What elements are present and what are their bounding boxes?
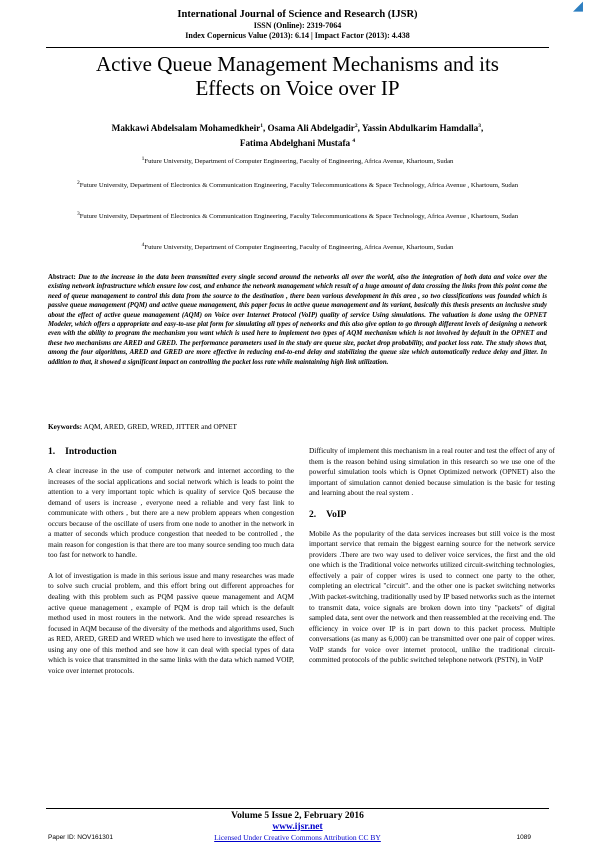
author-sup: 4 [352, 138, 356, 145]
journal-header [0, 9, 595, 41]
affiliation-4 [50, 240, 545, 253]
affiliation-text: Future University, Department of Computer Engineering, Faculty of Engineering, Africa Avenue, Khartoum, Sudan [144, 158, 454, 166]
paragraph: Difficulty of implement this mechanism in a real router and test the effect of any of them is the reason behind using simulation in this research so we use one of the powerful simulation tools which is Opnet Optimized network (OPNET) also the important of simulation cannot denied because simulation is the basic for testing and learning about the real system . [309, 446, 555, 498]
affiliation-text: Future University, Department of Computer Engineering, Faculty of Engineering, Africa Avenue, Khartoum, Sudan [144, 244, 454, 252]
page-number: 1089 [516, 834, 531, 841]
author-name: Makkawi Abdelsalam Mohamedkheir [111, 123, 261, 134]
author-name: Osama Ali Abdelgadir [267, 123, 355, 134]
paragraph: Mobile As the popularity of the data services increases but still voice is the most important service that remain the biggest earning source for the network service providers .There are two way used to deliver voice services, the first and the old one which is the Traditional voice networks utilized circuit-switching technologies, effectively a pair of copper wires is used to connect one party to the other, completing an electrical "circuit". and the other one is packet switching networks ,With packet-switching, traditionally used by IP based networks such as the internet to transmit data, voice signals are broken down into tiny "packets" of digital sampled data, sent over the network and then reassembled at the receiving end. The efficiency in voice over IP is in part down to this packet process. Multiple conversations (as many as 6,000) can be transmitted over one pair of copper wires. VoIP stands for voice over internet protocol, unlike the traditional circuit-committed protocols of the public switched telephone network (PSTN), in VoIP [309, 528, 556, 665]
footer-volume: Volume 5 Issue 2, February 2016 [231, 811, 364, 821]
keywords [48, 422, 237, 431]
author-list: Makkawi Abdelsalam Mohamedkheir$^1$, Osama Ali Abdelgadir$^2$, Yassin Abdulkarim Hamdalla$^3$, Fatima Abdelghani Mustafa $^4$ [111, 123, 484, 149]
abstract-text: Due to the increase in the data been transmitted every single second around the networks all over the world, also the integration of both data and voice over the existing network infrastructure which ensure low cost, and enhance the network management which result of a huge amount of data crossing the links from this point come the need of queue management to control this data from the source to the destination , there been various development in this area , so two classifications was founded which is passive queue management (PQM) and active queue management, this paper focus in active queue management and its variant, basically this thesis presents an inclusive study about the effect of active queue management (AQM) on Voice over Internet Protocol (VoIP) quality of service Using simulations. The valuation is done using the OPNET Modeler, which offers a appropriate and easy-to-use plat form for simulating all types of networks and this also give option to go through different levels of designing a network even with the ability to program the mechanism you want which is used here to implement two types of AQM mechanism which is not involved by default in the OPNET and these two mechanisms are ARED and GRED. The performance parameters used in the study are queue size, packet drop probability, and packet loss rate. The study shows that, among the four algorithms, ARED and GRED are more effective in reducing end-to-end delay and stabilizing the queue size which automatically reduce delay and jitter. In addition to that, it showed a significant impact on controlling the packet loss rate while maintaining high link utilization. [48, 274, 547, 366]
affiliation-sup: 1 [141, 156, 145, 162]
affiliation-sup: 3 [76, 211, 80, 217]
paper-id: Paper ID: NOV161301 [48, 834, 114, 841]
affiliation-3 [50, 209, 545, 222]
corner-ribbon-icon: ◢ [573, 0, 583, 13]
paragraph: A lot of investigation is made in this serious issue and many researches was made to solve such crucial problem, and this effort bring out different approaches for dealing with this problem such as PQM passive queue management and AQM active queue management , example of PQM is drop tail which is the default method used in most routers in the network. And the wide spread researches is focused in AQM because of the diversity of the methods and algorithms used, Such as RED, ARED, GRED and WRED which we used here to investigate the effect of using any one of this method and see how it can deal with special types of data which is voice that transmitted in the same links with the data which named VOIP, voice over internet protocols. [48, 570, 294, 675]
section-title: VoIP [326, 509, 347, 520]
keywords-label: Keywords: [48, 422, 83, 431]
journal-index: Index Copernicus Value (2013): 6.14 | Impact Factor (2013): 4.438 [185, 31, 410, 40]
section-heading-introduction [48, 446, 294, 458]
author-sup: 1 [260, 123, 263, 129]
affiliation-sup: 2 [76, 180, 80, 186]
affiliation-text: Future University, Department of Electronics & Communication Engineering, Faculty Telecommunications & Space Technology, Africa Avenue , Khartoum, Sudan [79, 182, 519, 190]
abstract [48, 273, 547, 367]
footer-site-link[interactable]: www.ijsr.net [272, 822, 323, 832]
author-name: Yassin Abdulkarim Hamdalla [361, 123, 479, 134]
keywords-text: AQM, ARED, GRED, WRED, JITTER and OPNET [83, 422, 237, 431]
paragraph: A clear increase in the use of computer network and internet according to the increases of the social applications and social network which is leads to point the attention to a very important topic which is quality of service QoS because the demand of users is increase , everyone need a reliable and very fast link to communicate with others , but there are a new problem appears when congestion occurs because of the oscillate of users from one node to another in the network in a matter of seconds which produce congestion that needed to be controlled , the main reason for congestion is that there are too many source sending too much data too fast for network to handle. [48, 466, 294, 560]
abstract-label: Abstract: [48, 274, 76, 281]
title-line-1: Active Queue Management Mechanisms and its [96, 52, 499, 76]
footer-divider [46, 808, 549, 809]
author-sup: 3 [478, 123, 482, 129]
paper-title [40, 52, 555, 100]
affiliation-sup: 4 [141, 242, 145, 248]
author-sup: 2 [354, 123, 358, 129]
left-column [48, 446, 294, 686]
footer-license-link[interactable]: Licensed Under Creative Commons Attribution CC BY [214, 833, 381, 842]
journal-issn: ISSN (Online): 2319-7064 [253, 21, 342, 30]
journal-name: International Journal of Science and Research (IJSR) [177, 9, 418, 20]
header-divider [46, 47, 549, 48]
author-name: Fatima Abdelghani Mustafa [239, 138, 351, 149]
section-number: 1. [48, 447, 56, 457]
section-heading-voip [309, 509, 555, 521]
section-number: 2. [309, 509, 317, 520]
affiliation-text: Future University, Department of Electronics & Communication Engineering, Faculty Telecommunications & Space Technology, Africa Avenue , Khartoum, Sudan [79, 213, 519, 221]
affiliation-2 [50, 178, 545, 191]
title-line-2: Effects on Voice over IP [195, 76, 400, 100]
affiliation-1 [50, 154, 545, 167]
right-column [309, 446, 555, 676]
section-title: Introduction [65, 447, 117, 457]
